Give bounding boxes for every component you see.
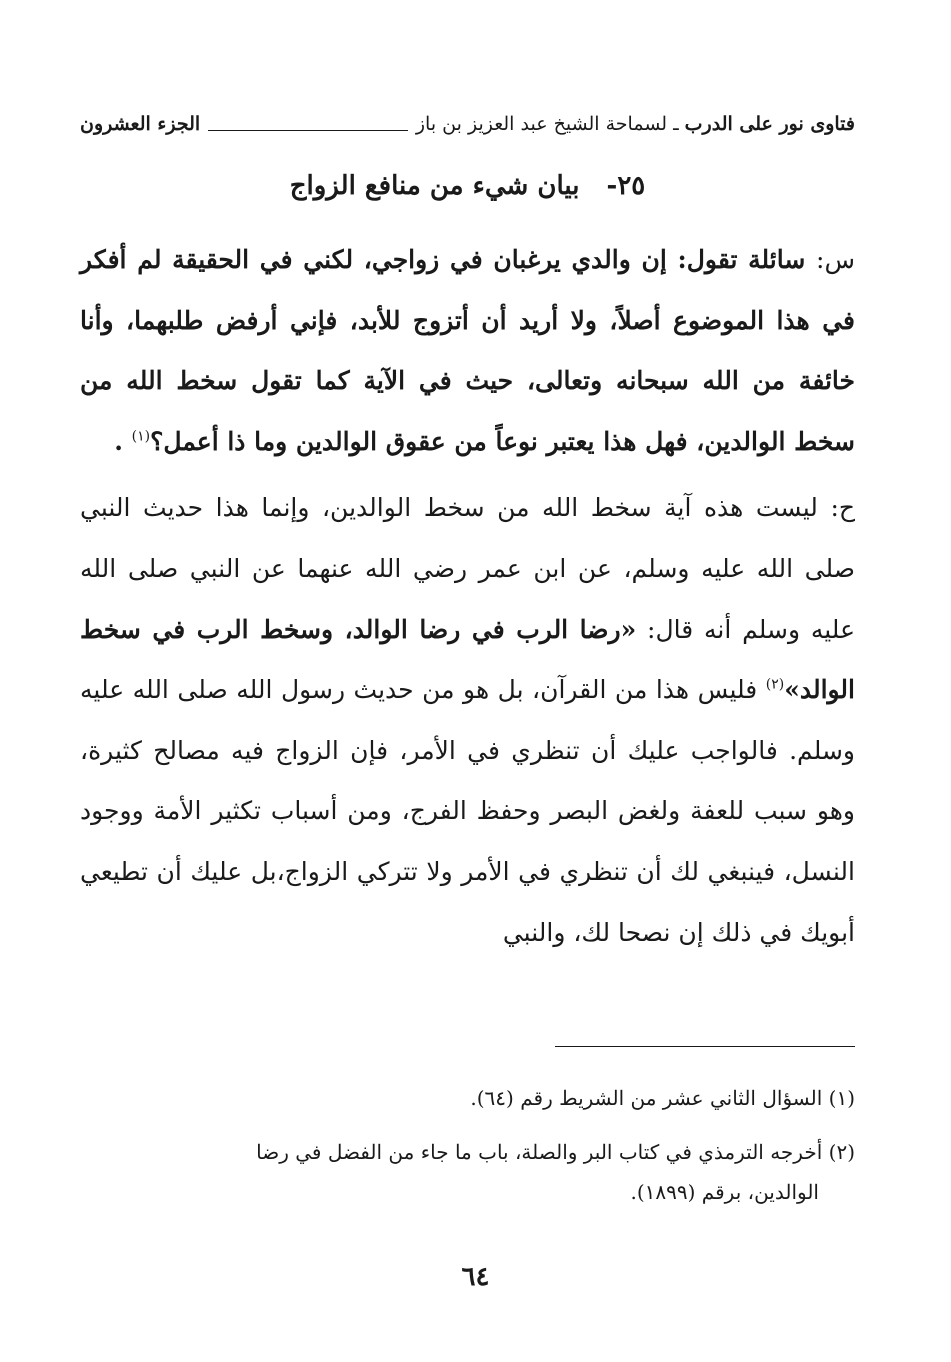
section-title	[80, 164, 855, 208]
footnote-ref-2: (٢)	[765, 676, 785, 693]
footnote-rule	[555, 1046, 855, 1047]
footnotes	[80, 1078, 855, 1226]
section-number: ٢٥-	[606, 171, 646, 201]
running-header	[80, 104, 855, 144]
answer-paragraph	[80, 478, 855, 963]
footnote-1-text: السؤال الثاني عشر من الشريط رقم (٦٤).	[470, 1086, 823, 1110]
footnote-1-marker: (١)	[828, 1086, 855, 1110]
answer-part1: ليست هذه آية سخط الله من سخط الوالدين، وإنما هذا حديث النبي صلى الله عليه وسلم، عن ابن عمر رضي الله عنهما عن النبي صلى الله عليه وسلم أنه قال:	[80, 493, 855, 644]
question-lead: س:	[816, 245, 855, 274]
footnote-2	[80, 1132, 855, 1212]
page-number: ٦٤	[461, 1262, 490, 1292]
footnote-1	[80, 1078, 855, 1118]
header-separator: ـ	[673, 113, 679, 135]
header-author: لسماحة الشيخ عبد العزيز بن باز	[415, 113, 668, 135]
footnote-ref-1: (١)	[131, 428, 151, 445]
footnote-2-text: أخرجه الترمذي في كتاب البر والصلة، باب ما جاء من الفضل في رضا	[256, 1140, 823, 1164]
question-paragraph	[80, 230, 855, 472]
header-book-title: فتاوى نور على الدرب	[684, 113, 855, 135]
footnote-2-marker: (٢)	[828, 1140, 855, 1164]
header-rule	[208, 130, 408, 131]
section-title-text: بيان شيء من منافع الزواج	[289, 171, 580, 201]
body-text	[80, 230, 855, 963]
header-part: الجزء العشرون	[80, 113, 201, 135]
footnote-2-continuation: الوالدين، برقم (١٨٩٩).	[630, 1180, 819, 1204]
answer-lead: ح:	[830, 493, 855, 523]
answer-part2: فليس هذا من القرآن، بل هو من حديث رسول الله صلى الله عليه وسلم. فالواجب عليك أن تنظري في الأمر، فإن الزواج فيه مصالح كثيرة، وهو سبب للعفة ولغض البصر وحفظ الفرج، ومن أسباب تكثير الأمة ووجود النسل، فينبغي لك أن تنظري في الأمر ولا تتركي الزواج،بل عليك أن تطيعي أبويك في ذلك إن نصحا لك، والنبي	[80, 675, 855, 947]
hadith-quote: «رضا الرب في رضا الوالد، وسخط الرب في سخط الوالد»	[80, 614, 855, 705]
question-text: سائلة تقول: إن والدي يرغبان في زواجي، لكني في الحقيقة لم أفكر في هذا الموضوع أصلاً، ولا أريد أن أتزوج للأبد، فإني أرفض طلبهما، وأنا خائفة من الله سبحانه وتعالى، حيث في الآية كما تقول سخط الله من سخط الوالدين، فهل هذا يعتبر نوعاً من عقوق الوالدين وما ذا أعمل؟	[80, 245, 855, 456]
question-tail: .	[114, 426, 123, 456]
